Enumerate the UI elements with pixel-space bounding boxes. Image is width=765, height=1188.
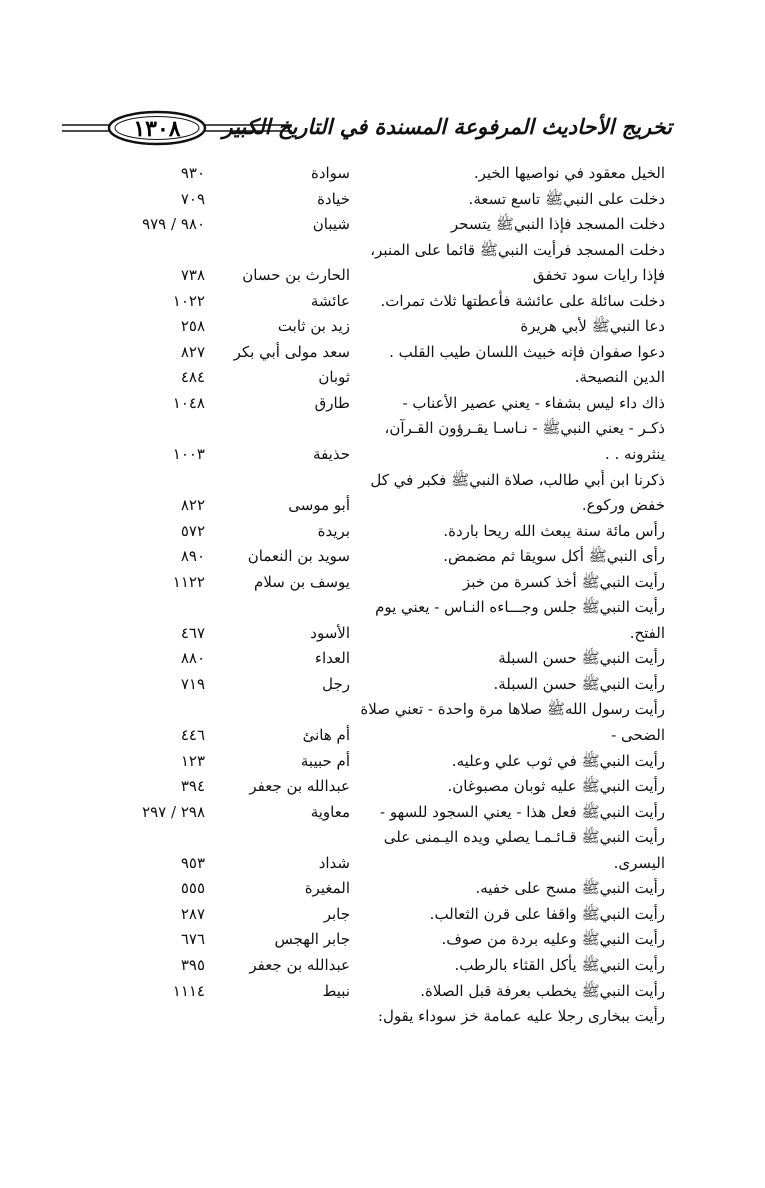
index-row [0, 646, 765, 672]
narrator-name: طارق [314, 393, 350, 412]
hadith-text: رأيت النبيﷺ وعليه بردة من صوف. [441, 930, 665, 949]
narrator-name: العداء [314, 649, 350, 668]
narrator-name: شداد [318, 853, 350, 872]
hadith-text: رأيت النبيﷺ جلس وجـــاءه النـاس - يعني يوم [375, 598, 665, 617]
index-row [0, 953, 765, 979]
hadith-text: رأيت النبيﷺ فعل هذا - يعني السجود للسهو - [380, 802, 665, 821]
index-row [0, 340, 765, 366]
index-row [0, 749, 765, 775]
index-row [0, 723, 765, 749]
hadith-text: دخلت المسجد فإذا النبيﷺ يتسحر [450, 215, 665, 234]
index-row [0, 161, 765, 187]
hadith-text: رأيت النبيﷺ في ثوب علي وعليه. [451, 751, 665, 770]
page-header [62, 108, 672, 152]
reference-number: ٣٩٥ [180, 955, 205, 974]
hadith-text: الخيل معقود في نواصيها الخير. [473, 164, 665, 182]
narrator-name: سعد مولى أبي بكر [233, 342, 350, 361]
reference-number: ٧٠٩ [180, 189, 205, 208]
hadith-text: الدين النصيحة. [574, 368, 665, 387]
narrator-name: معاوية [310, 802, 350, 821]
index-row [0, 621, 765, 647]
reference-number: ٣٩٤ [180, 777, 205, 796]
hadith-text: رأيت النبيﷺ واقفا على قرن الثعالب. [429, 904, 665, 923]
index-row [0, 851, 765, 877]
reference-number: ٦٧٦ [180, 930, 205, 949]
index-row [0, 979, 765, 1005]
hadith-text: رأيت النبيﷺ يأكل القثاء بالرطب. [454, 955, 665, 974]
reference-number: ١٢٣ [180, 751, 205, 770]
index-row [0, 238, 765, 264]
narrator-name: أم حبيبة [300, 751, 350, 770]
hadith-text: الضحى - [611, 726, 665, 745]
hadith-text: الفتح. [629, 623, 665, 642]
index-row [0, 519, 765, 545]
index-row [0, 800, 765, 826]
reference-number: ٥٧٢ [180, 521, 205, 540]
hadith-text: دعوا صفوان فإنه خبيث اللسان طيب القلب . [389, 342, 665, 361]
index-row [0, 1004, 765, 1030]
narrator-name: الحارث بن حسان [242, 266, 350, 285]
hadith-text: خفض وركوع. [581, 496, 665, 515]
narrator-name: بريدة [317, 521, 350, 540]
reference-number: ١٠٢٢ [172, 291, 205, 310]
index-row [0, 697, 765, 723]
hadith-text: دخلت سائلة على عائشة فأعطتها ثلاث تمرات. [380, 291, 665, 310]
reference-number: ٥٥٥ [180, 879, 205, 898]
index-row [0, 544, 765, 570]
index-row [0, 570, 765, 596]
reference-number: ٩٨٠ / ٩٧٩ [142, 215, 205, 234]
reference-number: ٧١٩ [180, 674, 205, 693]
reference-number: ٤٤٦ [180, 726, 205, 745]
index-row [0, 212, 765, 238]
narrator-name: يوسف بن سلام [254, 572, 350, 591]
index-row [0, 263, 765, 289]
narrator-name: الأسود [310, 623, 350, 642]
hadith-text: ذكرنا ابن أبي طالب، صلاة النبيﷺ فكبر في كل [370, 470, 665, 489]
index-row [0, 927, 765, 953]
hadith-text: ذكـر - يعني النبيﷺ - نـاسـا يقـرؤون القـرآن، [384, 419, 665, 438]
index-row [0, 442, 765, 468]
index-row [0, 314, 765, 340]
reference-number: ٨٨٠ [180, 649, 205, 668]
reference-number: ٤٦٧ [180, 623, 205, 642]
hadith-text: رأيت النبيﷺ يخطب بعرفة قبل الصلاة. [420, 981, 665, 1000]
hadith-text: دعا النبيﷺ لأبي هريرة [520, 317, 665, 336]
hadith-text: رأيت النبيﷺ عليه ثوبان مصبوغان. [447, 777, 665, 796]
page-title: تخريج الأحاديث المرفوعة المسندة في التاريخ الكبير [222, 114, 672, 139]
index-row [0, 493, 765, 519]
hadith-text: رأى النبيﷺ أكل سويقا ثم مضمض. [443, 547, 665, 566]
index-row [0, 365, 765, 391]
narrator-name: حذيفة [313, 445, 350, 464]
index-row [0, 595, 765, 621]
narrator-name: عبدالله بن جعفر [249, 777, 350, 796]
reference-number: ٩٥٣ [180, 853, 205, 872]
reference-number: ٤٨٤ [180, 368, 205, 387]
narrator-name: رجل [322, 674, 350, 693]
hadith-index-list [0, 161, 765, 1030]
hadith-text: رأيت النبيﷺ حسن السبلة. [493, 674, 665, 693]
hadith-text: رأيت رسول اللهﷺ صلاها مرة واحدة - تعني صلاة [360, 700, 665, 719]
reference-number: ١٠٠٣ [172, 445, 205, 464]
index-row [0, 468, 765, 494]
index-row [0, 187, 765, 213]
hadith-text: ينثرونه . . [604, 445, 665, 464]
narrator-name: سوادة [310, 164, 350, 182]
page-number: ١٣٠٨ [133, 116, 181, 142]
reference-number: ٢٩٨ / ٢٩٧ [142, 802, 205, 821]
index-row [0, 672, 765, 698]
reference-number: ٢٨٧ [180, 904, 205, 923]
narrator-name: عائشة [310, 291, 350, 310]
reference-number: ١٠٤٨ [172, 393, 205, 412]
hadith-text: رأيت ببخارى رجلا عليه عمامة خز سوداء يقول: [377, 1007, 665, 1026]
reference-number: ٨٢٢ [180, 496, 205, 515]
hadith-text: رأس مائة سنة يبعث الله ريحا باردة. [443, 521, 665, 540]
narrator-name: عبدالله بن جعفر [249, 955, 350, 974]
index-row [0, 774, 765, 800]
hadith-text: رأيت النبيﷺ أخذ كسرة من خبز [462, 572, 665, 591]
narrator-name: ثوبان [318, 368, 350, 387]
narrator-name: أم هانئ [302, 726, 350, 745]
narrator-name: المغيرة [304, 879, 350, 898]
narrator-name: سويد بن النعمان [247, 547, 350, 566]
reference-number: ١١٢٢ [172, 572, 205, 591]
hadith-text: دخلت على النبيﷺ تاسع تسعة. [468, 189, 665, 208]
index-row [0, 902, 765, 928]
index-row [0, 416, 765, 442]
narrator-name: جابر الهجس [274, 930, 350, 949]
narrator-name: زيد بن ثابت [277, 317, 350, 336]
reference-number: ٧٣٨ [180, 266, 205, 285]
reference-number: ٩٣٠ [180, 164, 205, 182]
narrator-name: نبيط [322, 981, 350, 1000]
hadith-text: رأيت النبيﷺ حسن السبلة [498, 649, 665, 668]
narrator-name: أبو موسى [288, 496, 350, 515]
hadith-text: ذاك داء ليس بشفاء - يعني عصير الأعناب - [402, 393, 665, 412]
narrator-name: خيادة [317, 189, 350, 208]
reference-number: ٨٢٧ [180, 342, 205, 361]
reference-number: ٢٥٨ [180, 317, 205, 336]
index-row [0, 876, 765, 902]
narrator-name: جابر [323, 904, 350, 923]
index-row [0, 825, 765, 851]
hadith-text: دخلت المسجد فرأيت النبيﷺ قائما على المنبر، [370, 240, 665, 259]
index-row [0, 289, 765, 315]
hadith-text: فإذا رايات سود تخفق [532, 266, 665, 285]
hadith-text: رأيت النبيﷺ قـائـمـا يصلي ويده اليـمنى على [383, 828, 665, 847]
reference-number: ١١١٤ [172, 981, 205, 1000]
narrator-name: شيبان [312, 215, 350, 234]
index-row [0, 391, 765, 417]
hadith-text: رأيت النبيﷺ مسح على خفيه. [475, 879, 665, 898]
hadith-text: اليسرى. [613, 853, 665, 872]
reference-number: ٨٩٠ [180, 547, 205, 566]
